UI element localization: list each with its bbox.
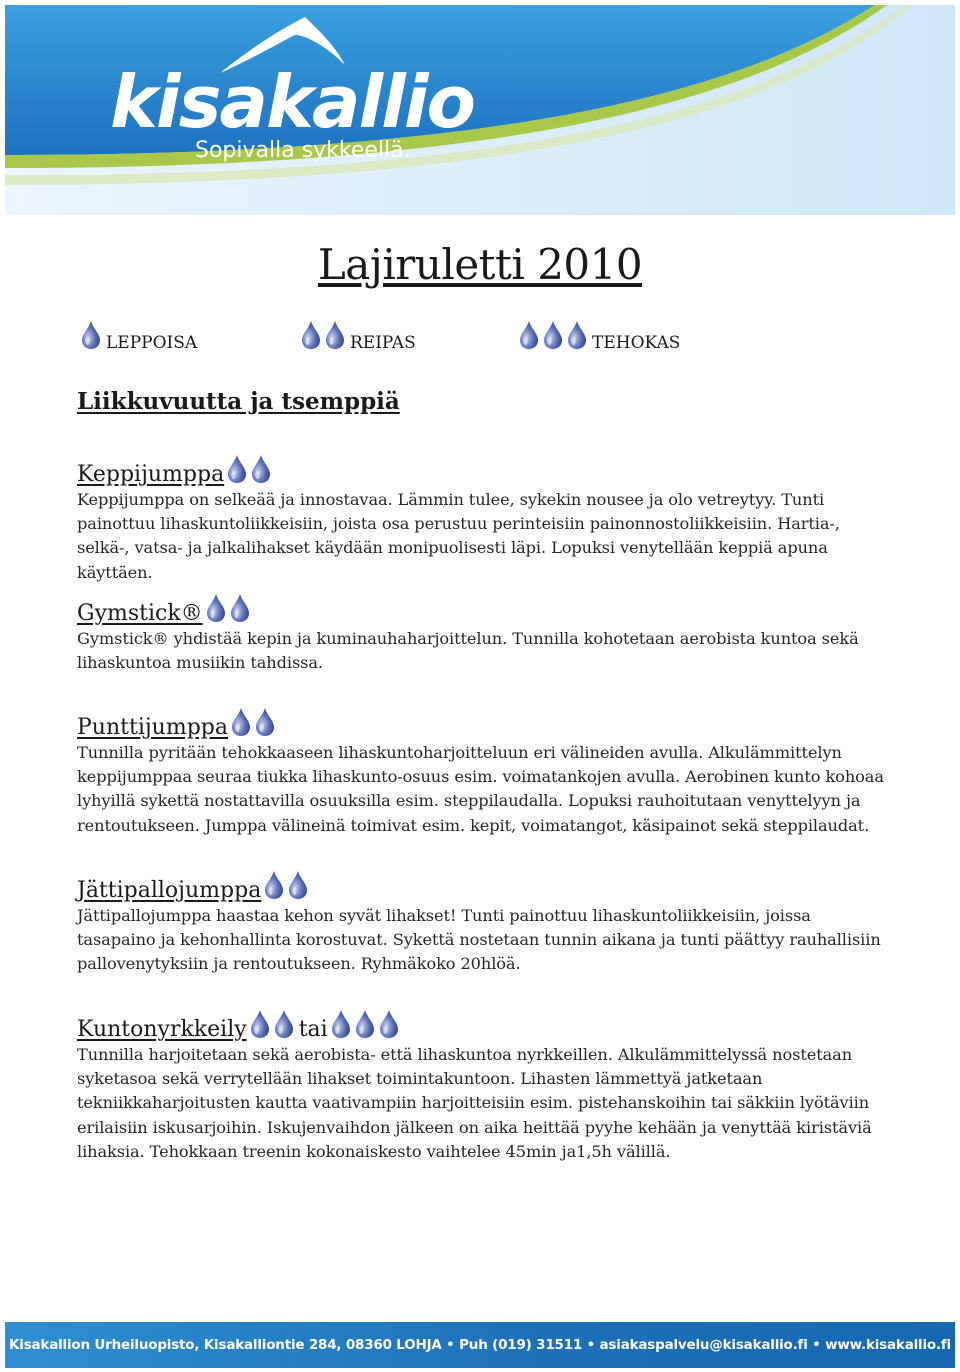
class-jattipallojumppa — [77, 870, 887, 977]
legend-drops — [300, 320, 348, 354]
intensity-legend — [78, 320, 898, 360]
intensity-drops — [249, 1009, 297, 1043]
water-drop-icon — [263, 870, 285, 900]
class-header — [77, 1009, 887, 1043]
water-drop-icon — [205, 593, 227, 623]
page-title-text: Lajiruletti 2010 — [317, 240, 643, 289]
class-kuntonyrkkeily — [77, 1009, 887, 1164]
water-drop-icon — [249, 1009, 271, 1039]
class-name: Kuntonyrkkeily — [77, 1017, 247, 1042]
class-name: Keppijumppa — [77, 462, 225, 487]
slogan: Sopivalla sykkeellä. — [195, 138, 411, 163]
header-banner — [5, 5, 955, 215]
legend-item-leppoisa — [80, 320, 197, 354]
water-drop-icon — [378, 1009, 400, 1039]
water-drop-icon — [518, 320, 540, 350]
class-description: Keppijumppa on selkeää ja innostavaa. Lämmin tulee, sykekin nousee ja olo vetreytyy. Tunti painottuu lihaskuntoliikkeisiin, joista osa perustuu perinteisiin painonnostoliikkeisiin. Hartia-, selkä-, vatsa- ja jalkalihakset käydään monipuolisesti läpi. Lopuksi venytellään keppiä apuna käyttäen. — [77, 490, 840, 582]
water-drop-icon — [330, 1009, 352, 1039]
water-drop-icon — [354, 1009, 376, 1039]
water-drop-icon — [226, 454, 248, 484]
water-drop-icon — [229, 593, 251, 623]
intensity-drops — [230, 707, 278, 741]
class-header — [77, 870, 887, 904]
legend-drops — [518, 320, 590, 354]
class-gymstick — [77, 593, 887, 675]
class-description: Jättipallojumppa haastaa kehon syvät lihakset! Tunti painottuu lihaskuntoliikkeisiin, joissa tasapaino ja kehonhallinta korostuvat. Sykettä nostetaan tunnin aikana ja tunti päättyy rauhallisiin pallovenytyksiin ja rentoutukseen. Ryhmäkoko 20hlöä. — [77, 906, 881, 974]
class-header — [77, 454, 887, 488]
class-header — [77, 593, 887, 627]
water-drop-icon — [287, 870, 309, 900]
water-drop-icon — [80, 320, 102, 350]
class-name: Jättipallojumppa — [77, 878, 262, 903]
footer-contact-bar: Kisakallion Urheiluopisto, Kisakalliontie 284, 08360 LOHJA • Puh (019) 31511 • asiakaspalvelu@kisakallio.fi • www.kisakallio.fi — [5, 1322, 955, 1368]
class-name: Gymstick® — [77, 601, 203, 626]
legend-label: REIPAS — [350, 333, 416, 353]
water-drop-icon — [324, 320, 346, 350]
class-description: Tunnilla harjoitetaan sekä aerobista- että lihaskuntoa nyrkkeillen. Alkulämmittelyssä nostetaan syketasoa sekä verrytellään lihakset toimintakuntoon. Lihasten lämmettyä jatketaan tekniikkaharjoitusten kautta vaativampiin harjoitteisiin esim. pistehanskoihin tai säkkiin lyötäviin erilaisiin iskusarjoihin. Iskujenvaihdon jälkeen on aika heittää pyyhe kehään ja venyttää kiristäviä lihaksia. Tehokkaan treenin kokonaiskesto vaihtelee 45min ja1,5h välillä. — [77, 1045, 872, 1161]
water-drop-icon — [250, 454, 272, 484]
legend-label: LEPPOISA — [106, 333, 198, 353]
legend-label: TEHOKAS — [592, 333, 681, 353]
water-drop-icon — [566, 320, 588, 350]
water-drop-icon — [542, 320, 564, 350]
intensity-drops — [226, 454, 274, 488]
page-title — [0, 240, 960, 289]
water-drop-icon — [230, 707, 252, 737]
water-drop-icon — [300, 320, 322, 350]
intensity-drops — [263, 870, 311, 904]
logo-text: kisakallio — [110, 60, 474, 144]
class-description: Tunnilla pyritään tehokkaaseen lihaskuntoharjoitteluun eri välineiden avulla. Alkulämmittelyn keppijumppaa seuraa tiukka lihaskunto-osuus esim. voimatankojen avulla. Aerobinen kunto kohoaa lyhyillä sykettä nostattavilla osuuksilla esim. steppilaudalla. Lopuksi rauhoitutaan venyttelyyn ja rentoutukseen. Jumppa välineinä toimivat esim. kepit, voimatangot, käsipainot sekä steppilaudat. — [77, 743, 884, 835]
class-keppijumppa — [77, 454, 887, 585]
alt-intensity-drops — [330, 1009, 402, 1043]
class-name: Punttijumppa — [77, 715, 228, 740]
legend-item-tehokas — [518, 320, 680, 354]
legend-item-reipas — [300, 320, 416, 354]
class-punttijumppa — [77, 707, 887, 838]
water-drop-icon — [273, 1009, 295, 1039]
water-drop-icon — [254, 707, 276, 737]
class-description: Gymstick® yhdistää kepin ja kuminauhaharjoittelun. Tunnilla kohotetaan aerobista kuntoa sekä lihaskuntoa musiikin tahdissa. — [77, 629, 859, 673]
legend-drops — [80, 320, 104, 354]
section-heading: Liikkuvuutta ja tsemppiä — [77, 388, 400, 415]
class-header — [77, 707, 887, 741]
intensity-drops — [205, 593, 253, 627]
alt-connector: tai — [298, 1017, 328, 1042]
